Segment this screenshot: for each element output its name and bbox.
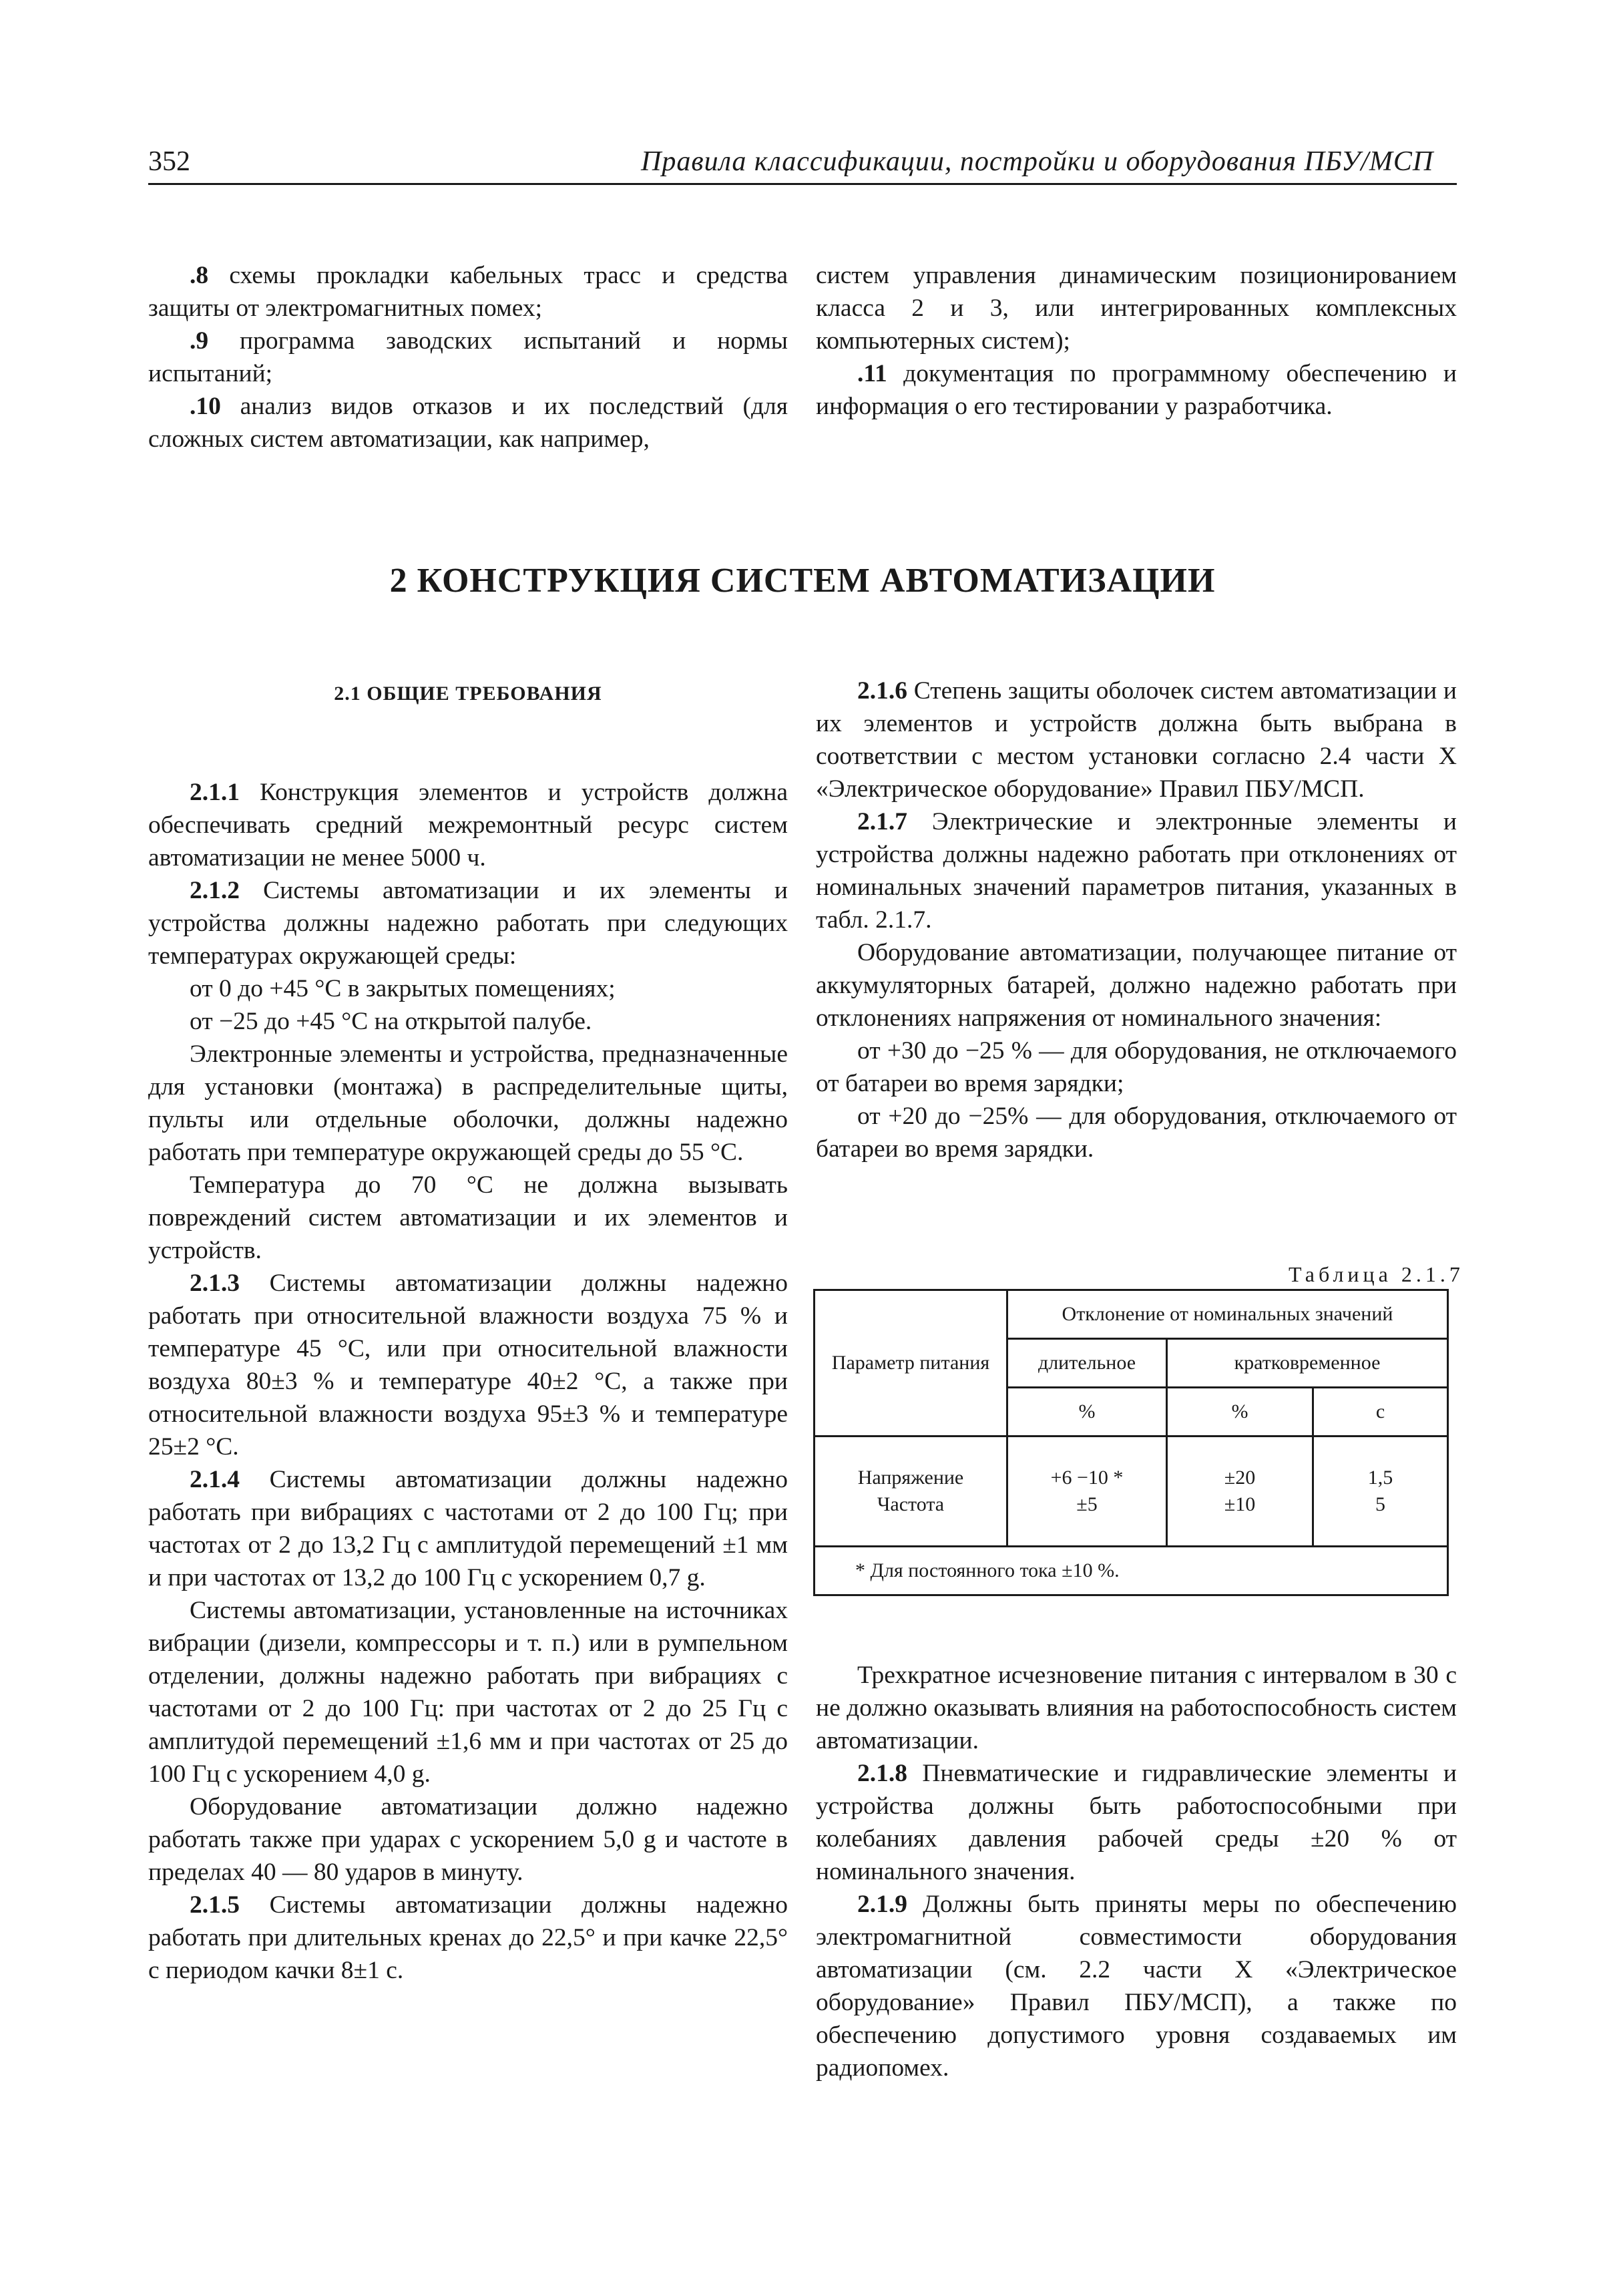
table-cell-line: +6 −10 * [1050,1467,1124,1489]
right-column-body-top [816,675,1457,1165]
paragraph: Системы автоматизации, установленные на источниках вибрации (дизели, компрессоры и т. п.) или в румпельном отделении, должны надежно работать при вибрациях с частотами от 2 до 100 Гц: при частотах от 2 до 25 Гц с амплитудой перемещений ±1,6 мм и при частотах от 25 до 100 Гц с ускорением 4,0 g. [148,1597,788,1788]
table-cell-line: Напряжение [857,1467,964,1489]
paragraph: от +20 до −25% — для оборудования, отключаемого от батареи во время зарядки. [816,1103,1457,1163]
right-column-body-bottom [816,1659,1457,2084]
paragraph: Температура до 70 °С не должна вызывать повреждений систем автоматизации и их элементов и устройств. [148,1171,788,1264]
paragraph: 2.1.2 Системы автоматизации и их элементы и устройства должны надежно работать при следующих температурах окружающей среды: [148,877,788,970]
paragraph: 2.1.8 Пневматические и гидравлические элементы и устройства должны быть работоспособными при колебаниях давления рабочей среды ±20 % от номинального значения. [816,1760,1457,1885]
table-cell-long [1007,1437,1167,1547]
paragraph: Трехкратное исчезновение питания с интервалом в 30 с не должно оказывать влияния на работоспособность систем автоматизации. [816,1662,1457,1754]
paragraph: 2.1.9 Должны быть приняты меры по обеспечению электромагнитной совместимости оборудования автоматизации (см. 2.2 части X «Электрическое оборудование» Правил ПБУ/МСП), а также по обеспечению допустимого уровня создаваемых им радиопомех. [816,1891,1457,2082]
table-cell-line: ±10 [1224,1493,1256,1515]
table-cell-line: Частота [877,1493,945,1515]
paragraph: 2.1.5 Системы автоматизации должны надежно работать при длительных кренах до 22,5° и при качке 22,5° с периодом качки 8±1 с. [148,1891,788,1984]
page-number: 352 [148,146,190,177]
table-footnote: * Для постоянного тока ±10 %. [815,1547,1448,1595]
top-right-column [816,259,1457,423]
paragraph: .9 программа заводских испытаний и нормы испытаний; [148,327,788,387]
paragraph: .11 документация по программному обеспечению и информация о его тестировании у разработчика. [816,360,1457,420]
paragraph: 2.1.7 Электрические и электронные элементы и устройства должны надежно работать при отклонениях от номинальных значений параметров питания, указанных в табл. 2.1.7. [816,808,1457,934]
table-unit-cell: с [1313,1388,1448,1437]
header-rule [148,183,1457,185]
running-header-title: Правила классификации, постройки и оборудования ПБУ/МСП [641,146,1434,177]
table-cell-line: 1,5 [1367,1467,1393,1489]
paragraph: от 0 до +45 °С в закрытых помещениях; [190,975,616,1002]
table-header-deviation: Отклонение от номинальных значений [1007,1290,1448,1339]
paragraph: 2.1.4 Системы автоматизации должны надежно работать при вибрациях с частотами от 2 до 100 Гц; при частотах от 2 до 13,2 Гц с амплитудой перемещений ±1 мм и при частотах от 13,2 до 100 Гц с ускорением 0,7 g. [148,1466,788,1591]
table-unit-cell: % [1007,1388,1167,1437]
paragraph: Электронные элементы и устройства, предназначенные для установки (монтажа) в распределительные щиты, пульты или отдельные оболочки, должны надежно работать при температуре окружающей среды до 55 °С. [148,1040,788,1166]
table-unit-cell: % [1167,1388,1313,1437]
paragraph: 2.1.1 Конструкция элементов и устройств должна обеспечивать средний межремонтный ресурс систем автоматизации не менее 5000 ч. [148,779,788,872]
table-cell-line: ±20 [1224,1467,1256,1489]
table-header-long: длительное [1007,1339,1167,1388]
top-left-column [148,259,788,455]
paragraph: Оборудование автоматизации должно надежно работать также при ударах с ускорением 5,0 g и частоте в пределах 40 — 80 ударов в минуту. [148,1793,788,1886]
table-cell-short-pct [1167,1437,1313,1547]
paragraph: 2.1.3 Системы автоматизации должны надежно работать при относительной влажности воздуха 75 % и температуре 45 °С, или при относительной влажности воздуха 80±3 % и температуре 40±2 °С, а также при относительной влажности воздуха 95±3 % и температуре 25±2 °С. [148,1270,788,1461]
table-header-param: Параметр питания [815,1290,1007,1437]
paragraph: Оборудование автоматизации, получающее питание от аккумуляторных батарей, должно надежно работать при отклонениях напряжения от номинального значения: [816,939,1457,1032]
table-header-short: кратковременное [1167,1339,1448,1388]
paragraph: .8 схемы прокладки кабельных трасс и средства защиты от электромагнитных помех; [148,262,788,322]
left-column-body [148,776,788,1987]
paragraph: от +30 до −25 % — для оборудования, не отключаемого от батареи во время зарядки; [816,1037,1457,1097]
table-cell-line: 5 [1375,1493,1385,1515]
table-cell-short-s [1313,1437,1448,1547]
supply-deviation-table [813,1289,1449,1596]
chapter-title: 2 КОНСТРУКЦИЯ СИСТЕМ АВТОМАТИЗАЦИИ [389,562,1216,600]
paragraph: от −25 до +45 °С на открытой палубе. [190,1008,592,1035]
paragraph: 2.1.6 Степень защиты оболочек систем автоматизации и их элементов и устройств должна быть выбрана в соответствии с местом установки согласно 2.4 части X «Электрическое оборудование» Правил ПБУ/МСП. [816,677,1457,803]
section-title: 2.1 ОБЩИЕ ТРЕБОВАНИЯ [334,683,602,705]
table-caption: Таблица 2.1.7 [1289,1262,1464,1286]
paragraph: .10 анализ видов отказов и их последствий (для сложных систем автоматизации, как например, [148,393,788,453]
paragraph: систем управления динамическим позиционированием класса 2 и 3, или интегрированных комплексных компьютерных систем); [816,262,1457,355]
table-cell-params [815,1437,1007,1547]
table-cell-line: ±5 [1076,1493,1098,1515]
